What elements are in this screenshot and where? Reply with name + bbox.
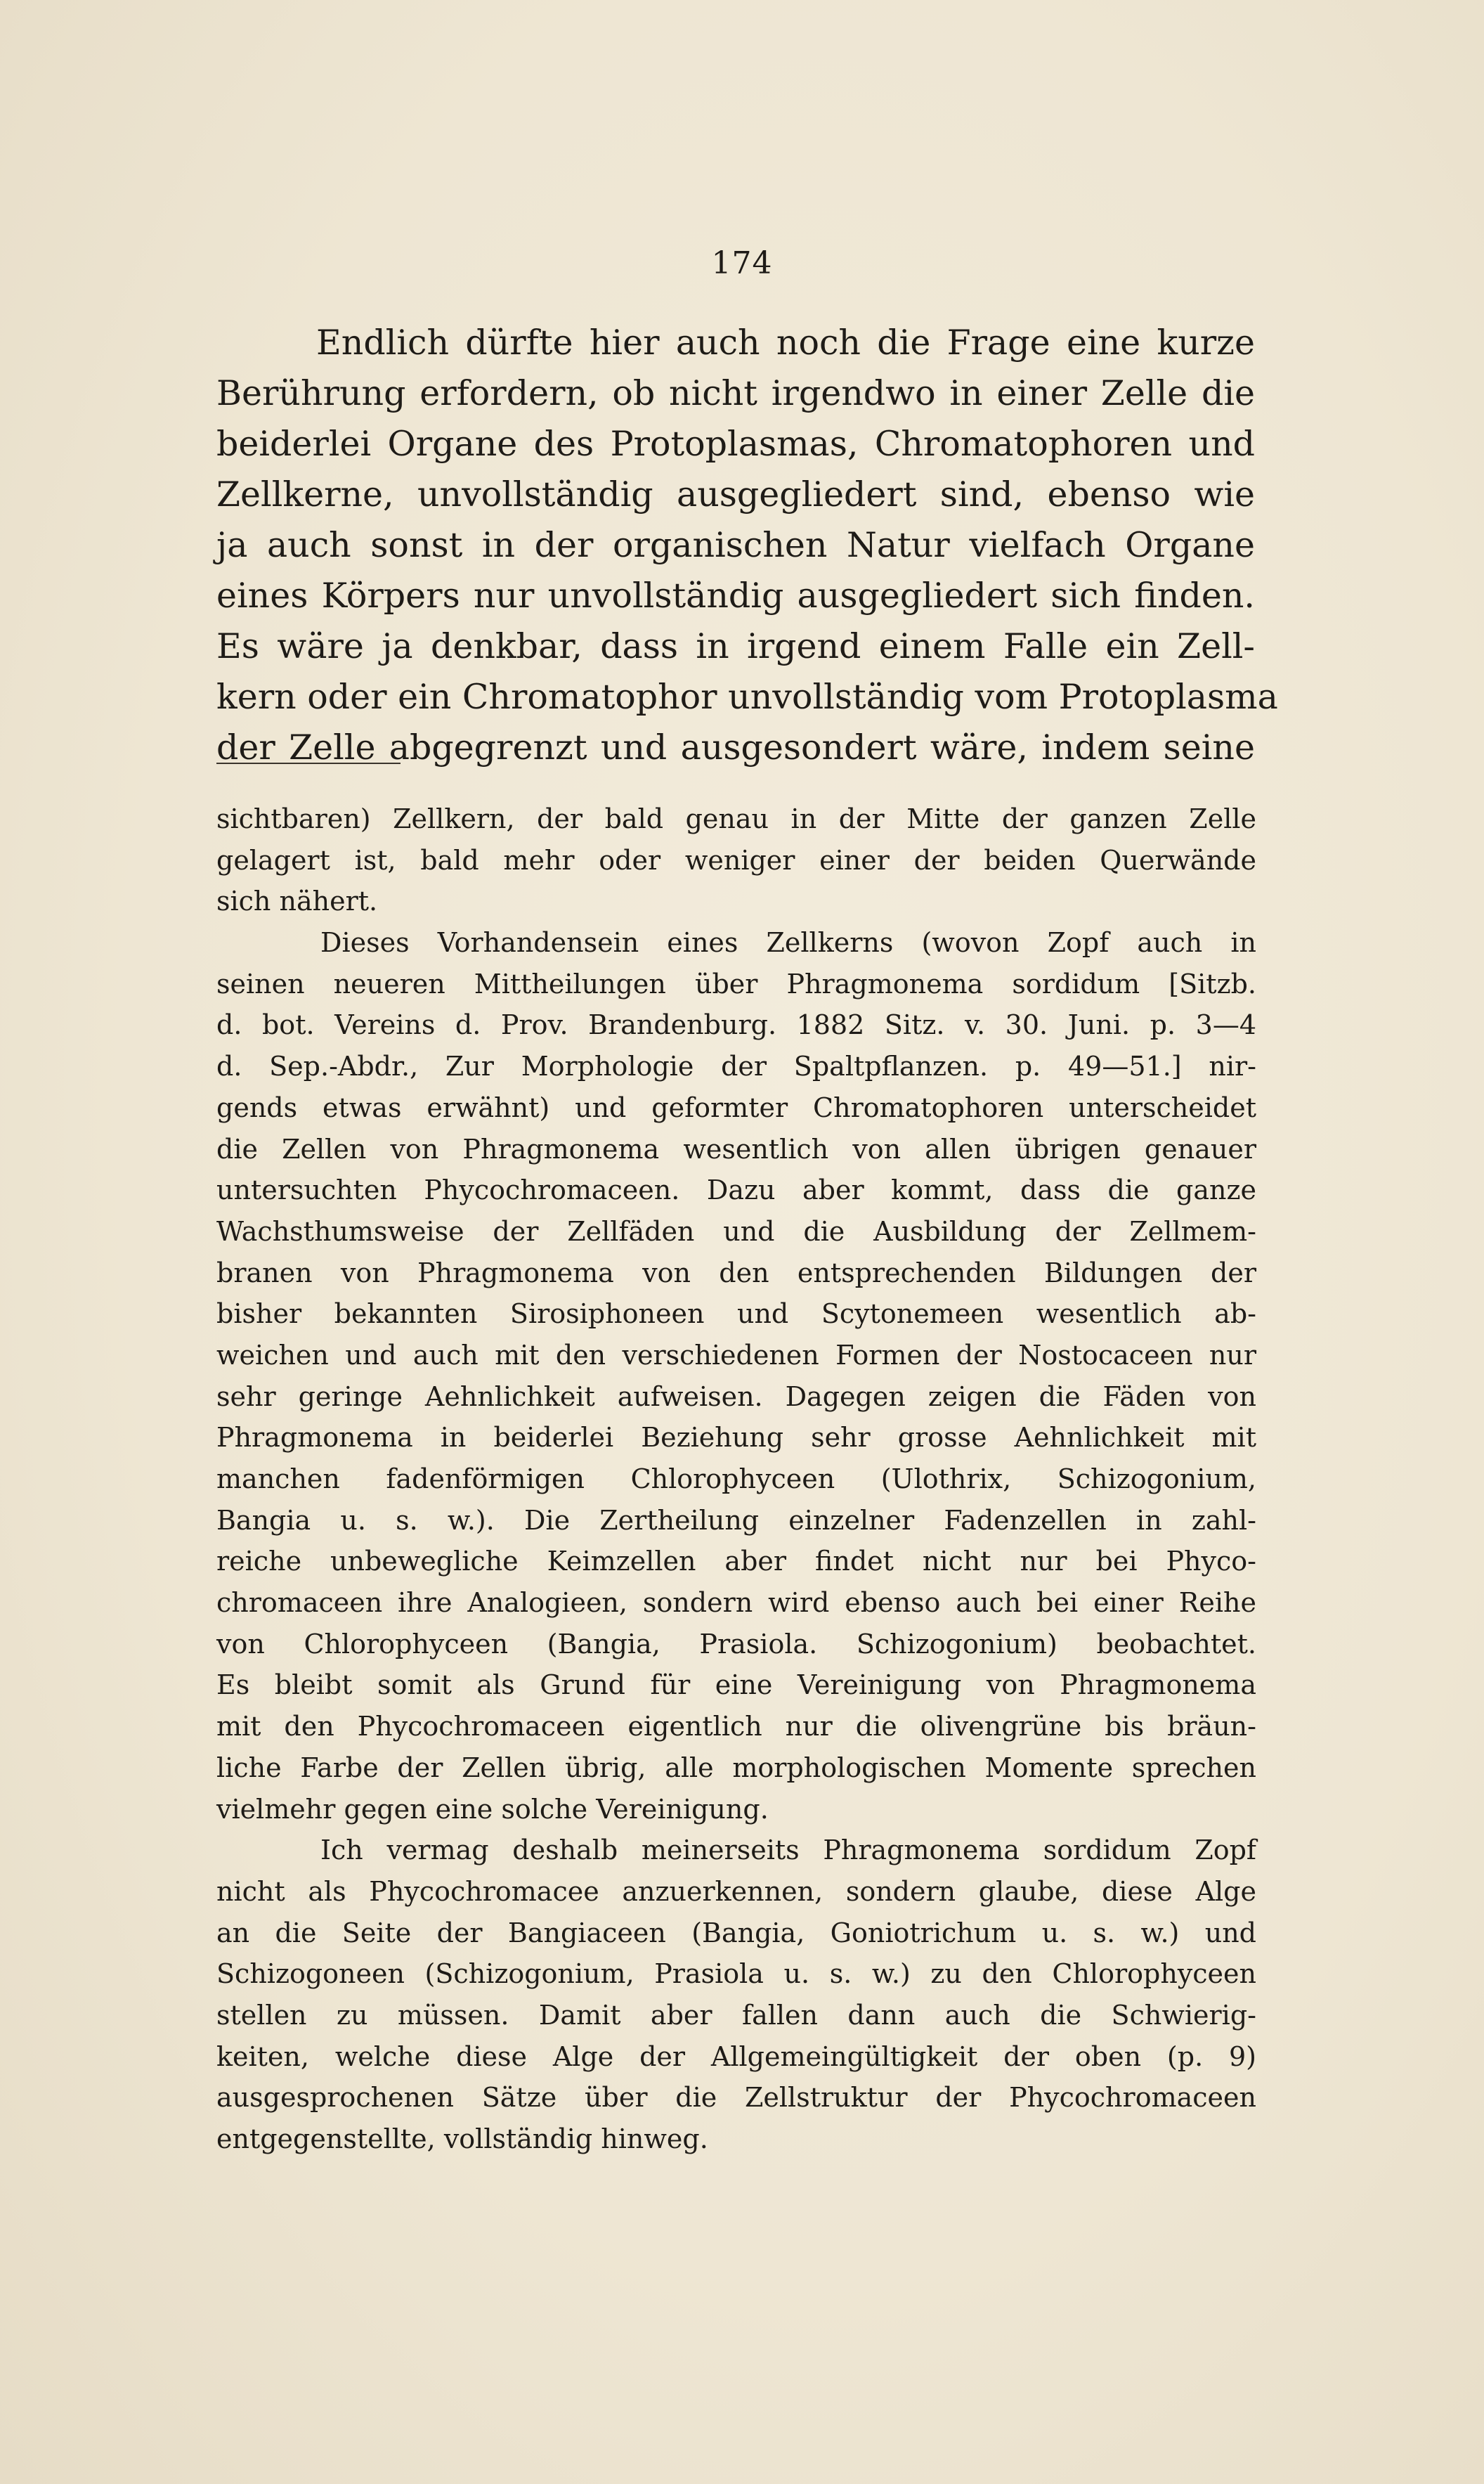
footnote-line: gends etwas erwähnt) und geformter Chromatophoren unterscheidet [216, 1092, 1256, 1123]
page-number: 174 [711, 245, 773, 281]
main-text-line: eines Körpers nur unvollständig ausgegliedert sich finden. [216, 576, 1255, 616]
main-text-line: Berührung erfordern, ob nicht irgendwo in einer Zelle die [216, 373, 1255, 413]
footnote-line: branen von Phragmonema von den entsprechenden Bildungen der [216, 1257, 1256, 1288]
footnote-line: nicht als Phycochromacee anzuerkennen, sondern glaube, diese Alge [216, 1875, 1256, 1907]
footnote-line: Phragmonema in beiderlei Beziehung sehr grosse Aehnlichkeit mit [216, 1422, 1256, 1454]
footnote-line: vielmehr gegen eine solche Vereinigung. [216, 1793, 769, 1825]
footnote-line: gelagert ist, bald mehr oder weniger einer der beiden Querwände [216, 844, 1256, 876]
footnote-line: chromaceen ihre Analogieen, sondern wird ebenso auch bei einer Reihe [216, 1587, 1256, 1619]
footnote-line: sehr geringe Aehnlichkeit aufweisen. Dagegen zeigen die Fäden von [216, 1380, 1256, 1412]
footnote-line: die Zellen von Phragmonema wesentlich von allen übrigen genauer [216, 1133, 1256, 1165]
footnote-line: von Chlorophyceen (Bangia, Prasiola. Schizogonium) beobachtet. [216, 1628, 1256, 1660]
footnote-line: sich nähert. [216, 886, 378, 917]
footnote-line: ausgesprochenen Sätze über die Zellstruktur der Phycochromaceen [216, 2082, 1256, 2114]
footnote-line: mit den Phycochromaceen eigentlich nur die olivengrüne bis bräun- [216, 1711, 1256, 1742]
footnote-line: Ich vermag deshalb meinerseits Phragmonema sordidum Zopf [320, 1835, 1256, 1866]
footnote-line: bisher bekannten Sirosiphoneen und Scytonemeen wesentlich ab- [216, 1298, 1256, 1330]
footnote-line: Wachsthumsweise der Zellfäden und die Ausbildung der Zellmem- [216, 1215, 1256, 1247]
footnote-line: stellen zu müssen. Damit aber fallen dann auch die Schwierig- [216, 1999, 1256, 2031]
footnote-line: d. bot. Vereins d. Prov. Brandenburg. 1882 Sitz. v. 30. Juni. p. 3—4 [216, 1009, 1256, 1041]
footnote-line: Es bleibt somit als Grund für eine Vereinigung von Phragmonema [216, 1669, 1256, 1701]
main-text-line: Endlich dürfte hier auch noch die Frage eine kurze [316, 323, 1255, 363]
footnote-line: untersuchten Phycochromaceen. Dazu aber kommt, dass die ganze [216, 1175, 1256, 1206]
footnote-line: liche Farbe der Zellen übrig, alle morphologischen Momente sprechen [216, 1752, 1256, 1783]
main-text-line: der Zelle abgegrenzt und ausgesondert wäre, indem seine [216, 727, 1255, 768]
main-text-line: kern oder ein Chromatophor unvollständig vom Protoplasma [216, 677, 1278, 717]
footnote-line: weichen und auch mit den verschiedenen Formen der Nostocaceen nur [216, 1339, 1256, 1371]
footnote-line: keiten, welche diese Alge der Allgemeingültigkeit der oben (p. 9) [216, 2040, 1256, 2072]
footnote-line: manchen fadenförmigen Chlorophyceen (Ulothrix, Schizogonium, [216, 1463, 1256, 1494]
main-text-line: Zellkerne, unvollständig ausgegliedert sind, ebenso wie [216, 474, 1255, 515]
footnote-line: reiche unbewegliche Keimzellen aber findet nicht nur bei Phyco- [216, 1546, 1256, 1577]
footnote-separator [216, 763, 401, 764]
footnote-line: sichtbaren) Zellkern, der bald genau in der Mitte der ganzen Zelle [216, 803, 1256, 834]
main-text-line: Es wäre ja denkbar, dass in irgend einem Falle ein Zell- [216, 626, 1255, 666]
footnote-line: d. Sep.-Abdr., Zur Morphologie der Spaltpflanzen. p. 49—51.] nir- [216, 1051, 1256, 1082]
footnote-block [216, 798, 1256, 2160]
footnote-line: Dieses Vorhandensein eines Zellkerns (wovon Zopf auch in [320, 927, 1256, 959]
footnote-line: Schizogoneen (Schizogonium, Prasiola u. s. w.) zu den Chlorophyceen [216, 1958, 1256, 1990]
footnote-line: Bangia u. s. w.). Die Zertheilung einzelner Fadenzellen in zahl- [216, 1504, 1256, 1536]
footnote-line: entgegenstellte, vollständig hinweg. [216, 2123, 708, 2154]
main-text-line: ja auch sonst in der organischen Natur vielfach Organe [216, 525, 1255, 565]
footnote-line: seinen neueren Mittheilungen über Phragmonema sordidum [Sitzb. [216, 968, 1256, 1000]
footnote-line: an die Seite der Bangiaceen (Bangia, Goniotrichum u. s. w.) und [216, 1917, 1256, 1948]
main-text-line: beiderlei Organe des Protoplasmas, Chromatophoren und [216, 424, 1255, 464]
main-text-block [216, 318, 1278, 773]
